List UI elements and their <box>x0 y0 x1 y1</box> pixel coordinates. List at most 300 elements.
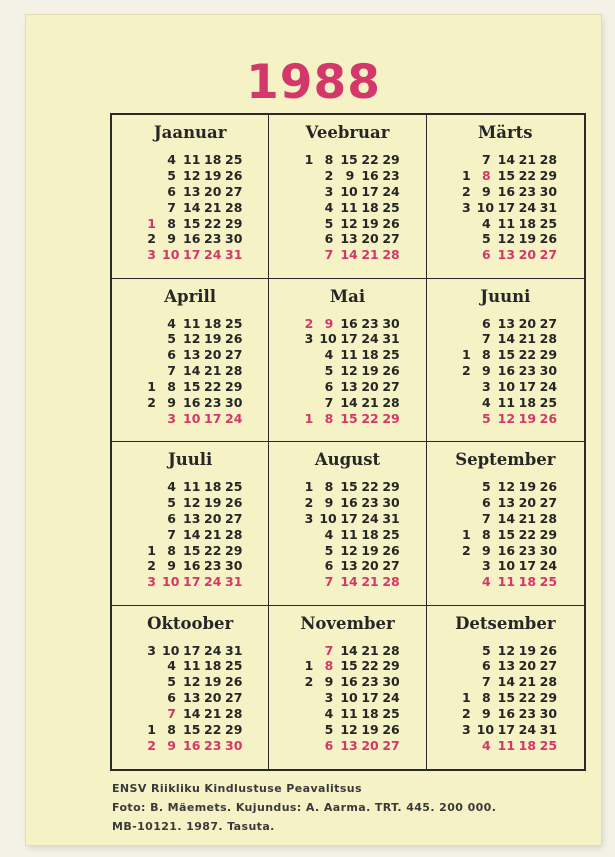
day: 5 <box>481 231 491 247</box>
day: 15 <box>183 379 201 395</box>
day: 16 <box>361 167 379 183</box>
day: 1 <box>304 410 314 426</box>
day: 3 <box>147 247 156 263</box>
day: 22 <box>204 542 222 558</box>
week-row <box>269 152 425 168</box>
day: 24 <box>361 331 379 347</box>
day: 21 <box>361 394 379 410</box>
day: 25 <box>539 737 558 753</box>
day: 15 <box>497 167 516 183</box>
day: 6 <box>324 231 334 247</box>
day: 3 <box>147 642 156 658</box>
day: 24 <box>204 247 222 263</box>
day: 19 <box>361 215 379 231</box>
imprint-line-1: ENSV Riikliku Kindlustuse Peavalitsus <box>112 782 362 795</box>
day: 4 <box>167 479 176 494</box>
week-row <box>427 184 584 200</box>
week-row <box>269 331 425 347</box>
month-name: Oktoober <box>147 613 234 633</box>
day: 10 <box>162 574 180 590</box>
day: 6 <box>167 690 176 706</box>
day: 30 <box>225 231 243 247</box>
day: 30 <box>539 363 558 379</box>
day: 28 <box>225 706 243 722</box>
day: 29 <box>539 167 558 183</box>
day: 12 <box>340 542 358 558</box>
day: 18 <box>361 706 379 722</box>
day: 30 <box>382 494 400 510</box>
week-row <box>269 495 425 511</box>
week-row <box>112 658 268 674</box>
day: 17 <box>204 410 222 426</box>
day: 6 <box>481 247 491 263</box>
day: 26 <box>382 363 400 379</box>
day: 23 <box>204 558 222 574</box>
day: 30 <box>539 706 558 722</box>
day: 20 <box>204 510 222 526</box>
day: 4 <box>481 394 491 410</box>
day: 19 <box>204 494 222 510</box>
day: 19 <box>204 331 222 347</box>
day: 23 <box>518 183 537 199</box>
day: 22 <box>361 658 379 674</box>
month-days <box>112 152 268 263</box>
day: 28 <box>382 394 400 410</box>
day: 13 <box>497 315 516 331</box>
day: 19 <box>361 542 379 558</box>
day: 15 <box>497 526 516 542</box>
day: 11 <box>497 737 516 753</box>
day: 6 <box>481 658 491 674</box>
day: 1 <box>147 215 156 231</box>
day: 22 <box>518 526 537 542</box>
day: 29 <box>539 690 558 706</box>
day: 20 <box>518 494 537 510</box>
day: 29 <box>382 410 400 426</box>
week-row <box>269 168 425 184</box>
months-grid <box>110 113 586 771</box>
week-row <box>427 331 584 347</box>
week-row <box>112 363 268 379</box>
day: 13 <box>340 558 358 574</box>
month-name: Mai <box>329 286 366 306</box>
day: 13 <box>340 231 358 247</box>
week-row <box>269 184 425 200</box>
week-row <box>269 658 425 674</box>
day: 10 <box>476 721 495 737</box>
week-row <box>112 643 268 659</box>
day: 11 <box>497 574 516 590</box>
month-mai <box>269 279 426 443</box>
week-row <box>269 200 425 216</box>
day: 24 <box>539 379 558 395</box>
calendar-card <box>26 15 601 845</box>
week-row <box>112 511 268 527</box>
week-row <box>112 738 268 754</box>
day: 25 <box>225 152 243 167</box>
day: 14 <box>497 674 516 690</box>
day: 3 <box>324 183 334 199</box>
day: 22 <box>518 347 537 363</box>
month-aprill <box>112 279 269 443</box>
week-row <box>269 231 425 247</box>
day: 28 <box>382 247 400 263</box>
week-row <box>112 347 268 363</box>
day: 27 <box>382 737 400 753</box>
week-row <box>427 379 584 395</box>
day: 15 <box>183 542 201 558</box>
day: 1 <box>304 152 314 167</box>
week-row <box>427 543 584 559</box>
day: 9 <box>167 737 176 753</box>
day: 29 <box>539 347 558 363</box>
week-row <box>427 706 584 722</box>
day: 7 <box>324 394 334 410</box>
day: 17 <box>518 379 537 395</box>
day: 1 <box>147 379 156 395</box>
day: 28 <box>225 363 243 379</box>
week-row <box>427 216 584 232</box>
day: 31 <box>225 574 243 590</box>
day: 5 <box>324 721 334 737</box>
day: 12 <box>497 410 516 426</box>
day: 30 <box>539 183 558 199</box>
day: 7 <box>167 199 176 215</box>
week-row <box>427 527 584 543</box>
day: 27 <box>382 379 400 395</box>
day: 17 <box>340 331 358 347</box>
day: 18 <box>518 574 537 590</box>
day: 2 <box>324 167 334 183</box>
day: 14 <box>183 526 201 542</box>
day: 1 <box>304 479 314 494</box>
day: 1 <box>304 658 314 674</box>
day: 7 <box>324 247 334 263</box>
day: 5 <box>167 674 176 690</box>
week-row <box>269 363 425 379</box>
day: 4 <box>481 215 491 231</box>
day: 25 <box>225 479 243 494</box>
day: 7 <box>324 574 334 590</box>
day: 8 <box>167 379 176 395</box>
day: 2 <box>147 231 156 247</box>
day: 3 <box>147 574 156 590</box>
day: 28 <box>539 674 558 690</box>
week-row <box>112 674 268 690</box>
month-name: September <box>455 450 556 469</box>
week-row <box>427 152 584 168</box>
day: 27 <box>225 510 243 526</box>
day: 13 <box>340 737 358 753</box>
day: 12 <box>183 167 201 183</box>
day: 15 <box>340 479 358 494</box>
day: 25 <box>539 394 558 410</box>
day: 23 <box>204 737 222 753</box>
week-row <box>112 558 268 574</box>
day: 23 <box>518 706 537 722</box>
week-row <box>269 216 425 232</box>
week-row <box>427 363 584 379</box>
day: 30 <box>539 542 558 558</box>
day: 9 <box>345 167 355 183</box>
day: 6 <box>481 494 491 510</box>
day: 12 <box>497 231 516 247</box>
day: 29 <box>225 215 243 231</box>
day: 15 <box>340 152 358 167</box>
day: 24 <box>225 410 243 426</box>
day: 23 <box>518 363 537 379</box>
week-row <box>269 574 425 590</box>
month-days <box>427 316 584 427</box>
day: 13 <box>183 183 201 199</box>
day: 1 <box>147 542 156 558</box>
week-row <box>112 411 268 427</box>
day: 10 <box>340 690 358 706</box>
day: 28 <box>382 574 400 590</box>
day: 5 <box>481 479 491 494</box>
week-row <box>269 379 425 395</box>
day: 15 <box>183 215 201 231</box>
day: 10 <box>340 183 358 199</box>
week-row <box>112 495 268 511</box>
day: 16 <box>497 363 516 379</box>
week-row <box>112 231 268 247</box>
week-row <box>427 316 584 332</box>
day: 20 <box>361 737 379 753</box>
day: 17 <box>497 721 516 737</box>
day: 1 <box>461 690 471 706</box>
day: 9 <box>324 494 334 510</box>
day: 2 <box>304 674 314 690</box>
day: 8 <box>481 347 491 363</box>
day: 3 <box>461 721 471 737</box>
day: 7 <box>481 674 491 690</box>
day: 25 <box>382 706 400 722</box>
day: 9 <box>324 315 334 331</box>
week-row <box>269 395 425 411</box>
imprint-line-2: Foto: B. Mäemets. Kujundus: A. Aarma. TRT. 445. 200 000. <box>112 801 497 814</box>
month-juuli <box>112 442 269 606</box>
month-days <box>427 152 584 263</box>
day: 2 <box>461 183 471 199</box>
week-row <box>427 347 584 363</box>
day: 18 <box>204 658 222 674</box>
week-row <box>269 247 425 263</box>
day: 8 <box>324 658 334 674</box>
day: 16 <box>183 737 201 753</box>
day: 27 <box>539 494 558 510</box>
day: 22 <box>361 479 379 494</box>
day: 14 <box>497 152 516 167</box>
day: 24 <box>204 574 222 590</box>
day: 13 <box>183 690 201 706</box>
week-row <box>427 247 584 263</box>
month-days <box>427 643 584 754</box>
day: 11 <box>183 152 201 167</box>
day: 29 <box>225 542 243 558</box>
day: 27 <box>382 231 400 247</box>
day: 9 <box>167 231 176 247</box>
day: 8 <box>324 410 334 426</box>
day: 24 <box>204 642 222 658</box>
day: 21 <box>518 152 537 167</box>
day: 21 <box>204 363 222 379</box>
day: 26 <box>539 642 558 658</box>
day: 5 <box>324 363 334 379</box>
day: 6 <box>167 183 176 199</box>
day: 9 <box>167 394 176 410</box>
day: 21 <box>361 247 379 263</box>
day: 11 <box>183 479 201 494</box>
day: 11 <box>183 315 201 331</box>
month-juuni <box>427 279 584 443</box>
day: 8 <box>324 479 334 494</box>
day: 8 <box>481 690 491 706</box>
day: 5 <box>324 215 334 231</box>
day: 5 <box>167 167 176 183</box>
day: 19 <box>361 721 379 737</box>
day: 27 <box>225 347 243 363</box>
day: 31 <box>539 721 558 737</box>
week-row <box>427 168 584 184</box>
day: 27 <box>539 658 558 674</box>
week-row <box>427 658 584 674</box>
day: 24 <box>518 199 537 215</box>
day: 18 <box>204 315 222 331</box>
day: 6 <box>324 379 334 395</box>
day: 31 <box>382 510 400 526</box>
day: 24 <box>382 183 400 199</box>
day: 11 <box>340 526 358 542</box>
day: 17 <box>518 558 537 574</box>
day: 8 <box>167 721 176 737</box>
day: 13 <box>497 658 516 674</box>
day: 1 <box>147 721 156 737</box>
day: 18 <box>204 479 222 494</box>
day: 12 <box>340 363 358 379</box>
month-name: Aprill <box>164 286 217 306</box>
day: 16 <box>497 542 516 558</box>
day: 20 <box>361 558 379 574</box>
day: 10 <box>183 410 201 426</box>
month-name: Jaanuar <box>153 123 227 142</box>
day: 3 <box>461 199 471 215</box>
week-row <box>112 527 268 543</box>
day: 20 <box>204 183 222 199</box>
day: 22 <box>204 721 222 737</box>
day: 29 <box>382 152 400 167</box>
day: 14 <box>497 510 516 526</box>
day: 23 <box>518 542 537 558</box>
day: 25 <box>382 199 400 215</box>
day: 12 <box>497 642 516 658</box>
day: 1 <box>461 347 471 363</box>
day: 30 <box>382 315 400 331</box>
day: 22 <box>518 167 537 183</box>
day: 20 <box>518 247 537 263</box>
day: 24 <box>539 558 558 574</box>
day: 4 <box>481 574 491 590</box>
day: 28 <box>539 331 558 347</box>
month-name: Juuli <box>167 450 213 469</box>
day: 2 <box>304 315 314 331</box>
day: 15 <box>497 347 516 363</box>
day: 14 <box>183 363 201 379</box>
day: 23 <box>361 315 379 331</box>
day: 11 <box>183 658 201 674</box>
day: 13 <box>183 347 201 363</box>
week-row <box>112 706 268 722</box>
day: 10 <box>162 247 180 263</box>
day: 31 <box>225 642 243 658</box>
week-row <box>112 184 268 200</box>
month-days <box>112 643 268 754</box>
day: 23 <box>361 494 379 510</box>
month-name: Veebruar <box>305 123 390 142</box>
day: 16 <box>497 183 516 199</box>
week-row <box>269 347 425 363</box>
day: 10 <box>319 510 337 526</box>
day: 6 <box>324 558 334 574</box>
day: 3 <box>304 331 314 347</box>
day: 14 <box>183 706 201 722</box>
day: 22 <box>518 690 537 706</box>
day: 29 <box>382 658 400 674</box>
day: 21 <box>204 706 222 722</box>
week-row <box>427 643 584 659</box>
week-row <box>269 543 425 559</box>
day: 16 <box>340 674 358 690</box>
day: 4 <box>324 347 334 363</box>
day: 11 <box>340 347 358 363</box>
day: 22 <box>204 215 222 231</box>
imprint-line-3: MB-10121. 1987. Tasuta. <box>112 820 275 833</box>
month-september <box>427 442 584 606</box>
day: 15 <box>183 721 201 737</box>
day: 21 <box>361 642 379 658</box>
day: 7 <box>324 642 334 658</box>
day: 4 <box>324 706 334 722</box>
week-row <box>112 216 268 232</box>
day: 20 <box>518 315 537 331</box>
day: 13 <box>340 379 358 395</box>
day: 28 <box>539 152 558 167</box>
day: 2 <box>147 737 156 753</box>
day: 17 <box>183 247 201 263</box>
day: 11 <box>497 215 516 231</box>
day: 16 <box>183 394 201 410</box>
week-row <box>269 690 425 706</box>
day: 21 <box>518 674 537 690</box>
day: 6 <box>324 737 334 753</box>
imprint <box>112 779 592 836</box>
day: 11 <box>497 394 516 410</box>
day: 7 <box>481 331 491 347</box>
day: 23 <box>361 674 379 690</box>
month-days <box>427 479 584 590</box>
week-row <box>427 495 584 511</box>
day: 18 <box>361 347 379 363</box>
day: 22 <box>361 410 379 426</box>
day: 9 <box>481 183 491 199</box>
day: 20 <box>361 379 379 395</box>
week-row <box>427 511 584 527</box>
day: 14 <box>183 199 201 215</box>
month-days <box>112 479 268 590</box>
day: 29 <box>225 721 243 737</box>
day: 3 <box>304 510 314 526</box>
week-row <box>112 316 268 332</box>
